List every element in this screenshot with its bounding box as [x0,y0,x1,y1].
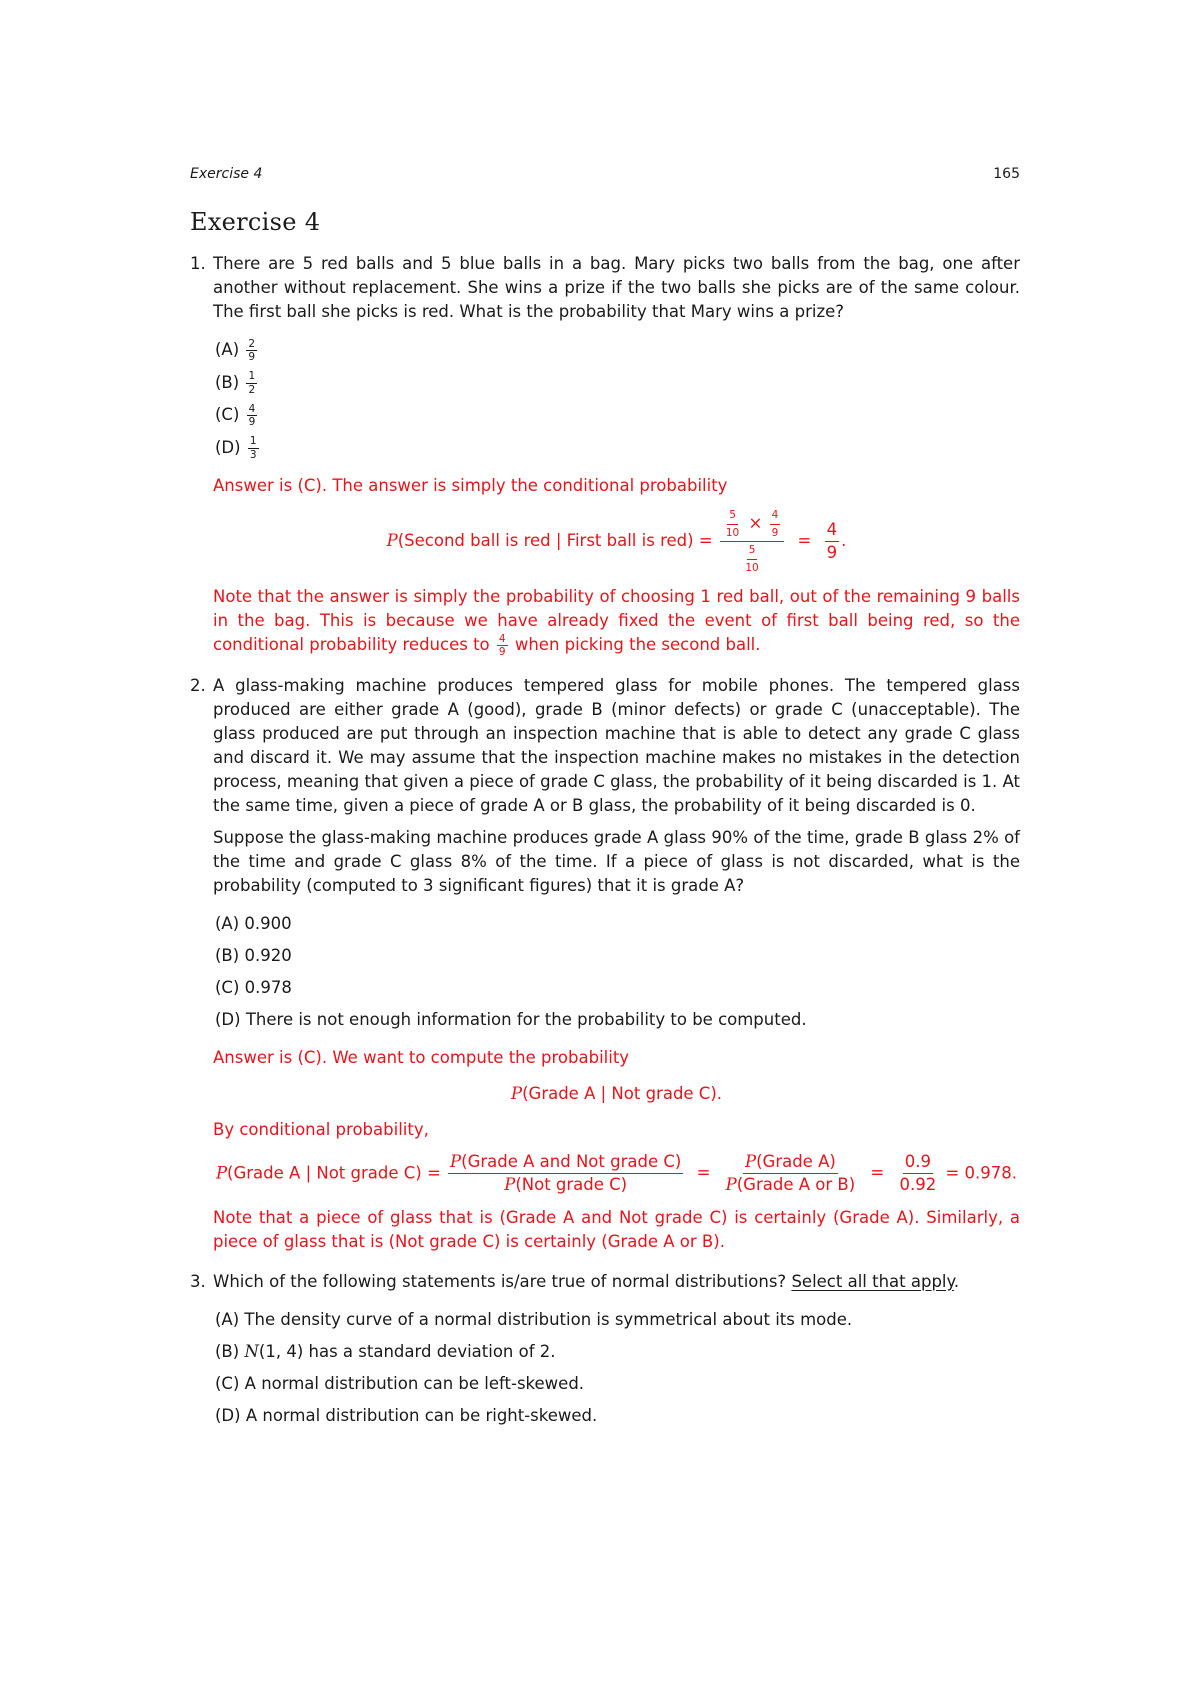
question-number: 3. [190,1271,206,1291]
question-number: 1. [190,254,206,273]
page-number: 165 [993,166,1020,182]
option-c: (C) A normal distribution can be left-skewed. [215,1373,585,1393]
fraction: $\frac{0.9}{0.92}$ [899,1151,937,1194]
fraction: $\frac{\text{P(Grade A)}}{\text{P(Grade A or B)}}$ [725,1151,856,1194]
answer-intro: Answer is (C). The answer is simply the conditional probability [213,476,728,495]
option-a: (A) $\frac{2}{9}$ [215,337,256,363]
question-text: A glass-making machine produces tempered glass for mobile phones. The tempered glass produced are either grade A (good), grade B (minor defects) or grade C (unacceptable). The glass produced are put through an inspection machine that is able to detect any grade C glass and discard it. We may assume that the inspection machine makes no mistakes in the detection process, meaning that given a piece of grade C glass, the probability of it being discarded is 1. At the same time, given a piece of grade A or B glass, the probability of it being discarded is 0. [213,675,1020,815]
fraction: $\frac{1}{2}$ [248,370,256,396]
answer-note: Note that the answer is simply the probability of choosing 1 red ball, out of the remaining 9 balls in the bag. This is because we have already fixed the event of first ball being red, so the conditional probability reduces to $\frac{4}{9}$ when picking the second ball. [213,587,1020,658]
equation-target: P(Grade A | Not grade C). [510,1083,723,1103]
option-a: (A) 0.900 [215,913,292,933]
option-b: (B) 0.920 [215,945,292,965]
option-b: (B) $\frac{1}{2}$ [215,370,256,396]
fraction-result: $\frac{4}{9}$ [826,519,838,562]
option-c: (C) 0.978 [215,977,292,997]
running-head-title: Exercise 4 [190,166,263,182]
equation-conditional: P(Second ball is red | First ball is red) = $\frac{5}{10}$ × $\frac{4}{9}$ $\frac{5}{10}$ = $\frac{4}{9}$ . [386,509,847,574]
option-d: (D) A normal distribution can be right-skewed. [215,1405,598,1425]
fraction-compound: $\frac{5}{10}$ × $\frac{4}{9}$ $\frac{5}{10}$ [720,510,784,573]
answer-note: Note that a piece of glass that is (Grade A and Not grade C) is certainly (Grade A). Similarly, a piece of glass that is (Not grade C) is certainly (Grade A or B). [213,1207,1020,1251]
question-text: Which of the following statements is/are true of normal distributions? Select all that apply. [213,1271,960,1291]
running-head [190,166,1020,182]
question-2 [190,674,1020,1254]
option-d: (D) $\frac{1}{3}$ [215,435,257,461]
answer-intro: Answer is (C). We want to compute the probability [213,1047,630,1067]
question-text-2: Suppose the glass-making machine produces grade A glass 90% of the time, grade B glass 2% of the time and grade C glass 8% of the time. If a piece of glass is not discarded, what is the probability (computed to 3 significant figures) that it is grade A? [213,827,1020,895]
question-3 [190,1270,1020,1428]
option-a: (A) The density curve of a normal distribution is symmetrical about its mode. [215,1309,853,1329]
options-list [213,1308,1020,1428]
fraction: $\frac{\text{P(Grade A and Not grade C)}}{\text{P(Not grade C)}}$ [450,1151,682,1194]
select-all-instruction: Select all that apply [791,1271,954,1291]
conditional-text: By conditional probability, [213,1119,429,1139]
options-list [213,912,1020,1032]
question-1 [190,252,1020,658]
content [190,210,1020,1442]
question-text: There are 5 red balls and 5 blue balls in a bag. Mary picks two balls from the bag, one after another without replacement. She wins a prize if the two balls she picks are of the same colour. The first ball she picks is red. What is the probability that Mary wins a prize? [213,254,1020,321]
page-title: Exercise 4 [190,208,321,236]
option-c: (C) $\frac{4}{9}$ [215,402,256,428]
option-b: (B) N(1, 4) has a standard deviation of 2. [215,1341,556,1361]
fraction: $\frac{4}{9}$ [248,402,256,428]
options-list [213,338,1020,460]
option-d: (D) There is not enough information for the probability to be computed. [215,1009,807,1029]
fraction: $\frac{2}{9}$ [248,337,256,363]
equation-bayes: P(Grade A | Not grade C) = $\frac{\text{P(Grade A and Not grade C)}}{\text{P(Not grade C)}}$ = $\frac{\text{P(Grade A)}}{\text{P(Grade A or B)}}$ = $\frac{0.9}{0.92}$ = 0.978. [215,1151,1018,1194]
question-number: 2. [190,675,206,695]
fraction: $\frac{1}{3}$ [249,435,257,461]
